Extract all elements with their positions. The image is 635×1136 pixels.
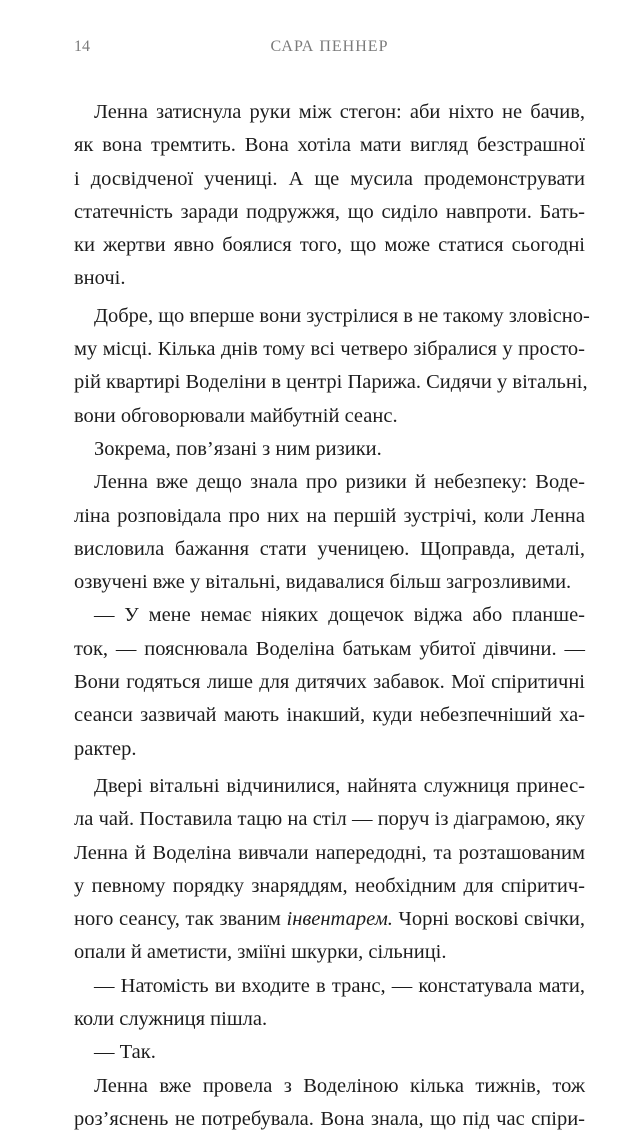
text-line: — Натомість ви входите в транс, — констатувала мати, — [94, 974, 585, 997]
text-line: озвучені вже у вітальні, видавалися більш загрозливими. — [74, 571, 572, 594]
text-line: Ленна вже провела з Воделіною кілька тижнів, тож — [94, 1074, 585, 1097]
text-line: і досвідченої учениці. А ще мусила продемонструвати — [74, 167, 585, 190]
text-line: рій квартирі Воделіни в центрі Парижа. Сидячи у вітальні, — [74, 371, 588, 394]
text-line: статечність заради подружжя, що сиділо навпроти. Бать- — [74, 200, 585, 223]
text-line: Зокрема, пов’язані з ним ризики. — [94, 437, 382, 460]
text-line: рактер. — [74, 737, 137, 760]
text-line: ного сеансу, так званим інвентарем. Чорні воскові свічки, — [74, 908, 585, 931]
text-line: ліна розповідала про них на першій зустрічі, коли Ленна — [74, 504, 585, 527]
text-line: вони обговорювали майбутній сеанс. — [74, 404, 398, 427]
emphasis: інвентарем. — [286, 908, 393, 931]
text-line: опали й аметисти, зміїні шкурки, сільниці. — [74, 941, 447, 964]
text-line: вночі. — [74, 267, 126, 290]
text-line: Вони годяться лише для дитячих забавок. Мої спіритичні — [74, 671, 585, 694]
text-line: — У мене немає ніяких дощечок віджа або планше- — [94, 604, 585, 627]
text-line: ла чай. Поставила тацю на стіл — поруч із діаграмою, яку — [74, 808, 585, 831]
text-line: коли служниця пішла. — [74, 1008, 268, 1031]
page-header — [74, 38, 585, 58]
text-line: Ленна вже дещо знала про ризики й небезпеку: Воде- — [94, 471, 585, 494]
page-number: 14 — [74, 38, 90, 55]
text-line: Ленна затиснула руки між стегон: аби ніхто не бачив, — [94, 101, 585, 123]
text-line: — Так. — [94, 1041, 156, 1064]
text-line: му місці. Кілька днів тому всі четверо зібралися у просто- — [74, 338, 585, 361]
text-line: Ленна й Воделіна вивчали напередодні, та розташованим — [74, 841, 585, 864]
text-line: Добре, що вперше вони зустрілися в не такому зловісно- — [94, 304, 590, 327]
text-line: як вона тремтить. Вона хотіла мати вигляд безстрашної — [74, 134, 585, 157]
body-text — [74, 96, 590, 1136]
text-line: висловила бажання стати ученицею. Щоправда, деталі, — [74, 537, 585, 560]
text-line: сеанси зазвичай мають інакший, куди небезпечніший ха- — [74, 704, 585, 727]
text-line: Двері вітальні відчинилися, найнята служниця принес- — [94, 774, 585, 797]
running-head: САРА ПЕННЕР — [270, 38, 389, 55]
text-line: роз’яснень не потребувала. Вона знала, що під час спіри- — [74, 1107, 585, 1130]
text-line: ки жертви явно боялися того, що може статися сьогодні — [74, 234, 585, 257]
text-line: у певному порядку знаряддям, необхідним для спіритич- — [74, 874, 585, 897]
text-line: ток, — пояснювала Воделіна батькам убитої дівчини. — — [74, 637, 585, 660]
